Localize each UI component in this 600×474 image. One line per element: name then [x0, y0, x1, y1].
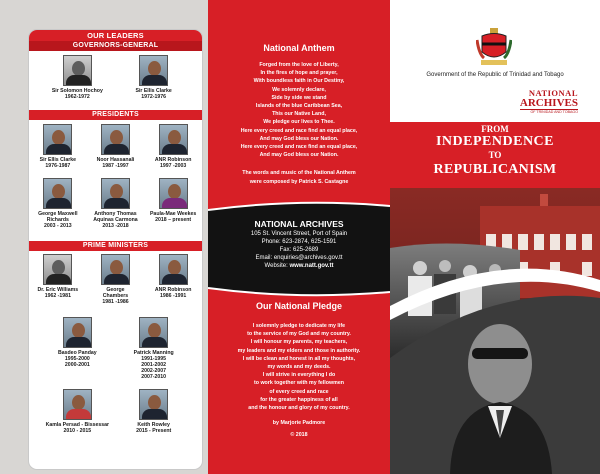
- leader-years: 1962 -1981: [44, 293, 71, 299]
- leader-name: Dr. Eric Williams: [37, 287, 79, 293]
- leader-portrait: [49, 55, 105, 100]
- pm-row-2: [29, 317, 202, 380]
- contact-info: [208, 219, 390, 270]
- portrait-photo: [139, 317, 168, 348]
- portrait-photo: [159, 254, 188, 285]
- anthem-line: We pledge our lives to Thee.: [263, 119, 335, 126]
- anthem-line: We solemnly declare,: [272, 86, 326, 93]
- title-to: TO: [488, 150, 502, 160]
- pledge-line: my words and my deeds.: [267, 364, 331, 371]
- leader-name: George Maxwell Richards: [38, 211, 78, 223]
- anthem-line: This our Native Land,: [272, 111, 326, 118]
- leader-years: 2015 - Present: [136, 428, 172, 434]
- pledge-author: by Marjorie Padmore: [272, 420, 326, 427]
- contact-website: [208, 262, 390, 270]
- leader-years: 1995-2000 2000-2001: [64, 356, 90, 368]
- pm-row-1: [29, 254, 202, 305]
- leader-years: 1981 -1986: [102, 299, 129, 305]
- contact-fax: Fax: 625-2689: [279, 247, 319, 253]
- anthem-line: And may God bless our Nation.: [259, 135, 339, 142]
- governors-general-heading: GOVERNORS-GENERAL: [29, 41, 202, 51]
- leader-name: Keith Rowley: [137, 422, 170, 428]
- leader-years: 1997 -2003: [160, 163, 187, 169]
- leader-name: Patrick Manning: [133, 350, 174, 356]
- anthem-credit: were composed by Patrick S. Castagne: [249, 178, 349, 185]
- governors-row: [29, 55, 202, 100]
- pm-row-3: [29, 389, 202, 434]
- presidents-row-1: [29, 124, 202, 169]
- leader-name: Noor Hassanali: [96, 157, 135, 163]
- portrait-photo: [159, 124, 188, 155]
- anthem-lyrics: [208, 61, 390, 186]
- presidents-row-2: [29, 178, 202, 229]
- leader-portrait: [30, 124, 86, 169]
- leader-portrait: [87, 178, 143, 229]
- contact-email[interactable]: Email: enquiries@archives.gov.tt: [255, 255, 343, 261]
- leader-portrait: [145, 124, 201, 169]
- logo-line-1: NATIONAL: [528, 88, 578, 98]
- leader-portrait: [49, 317, 105, 380]
- portrait-photo: [63, 389, 92, 420]
- presidents-heading: PRESIDENTS: [29, 110, 202, 120]
- portrait-photo: [159, 178, 188, 209]
- website-label: Website:: [264, 263, 290, 269]
- anthem-title: National Anthem: [263, 43, 335, 53]
- anthem-line: Here every creed and race find an equal place,: [240, 144, 358, 151]
- leaders-card: [28, 29, 203, 470]
- copyright: © 2018: [290, 432, 308, 439]
- leader-years: 1972-1976: [141, 94, 167, 100]
- prime-ministers-heading: PRIME MINISTERS: [29, 241, 202, 251]
- title-republicanism: REPUBLICANISM: [433, 162, 557, 177]
- leader-years: 2003 - 2013: [43, 223, 72, 229]
- pledge-text: [208, 322, 390, 440]
- leader-portrait: [145, 254, 201, 305]
- leader-name: Sir Solomon Hochoy: [51, 88, 103, 94]
- leader-years: 1962-1972: [64, 94, 90, 100]
- leader-name: Sir Ellis Clarke: [39, 157, 76, 163]
- portrait-photo: [139, 55, 168, 86]
- anthem-pledge-panel: [208, 0, 390, 474]
- leader-years: 1976-1987: [45, 163, 71, 169]
- government-caption: Government of the Republic of Trinidad and Tobago: [426, 72, 564, 78]
- leader-name: ANR Robinson: [154, 157, 192, 163]
- leader-years: 2010 - 2015: [63, 428, 92, 434]
- pledge-line: my leaders and my elders and those in authority.: [237, 347, 361, 354]
- leader-name: Sir Ellis Clarke: [135, 88, 172, 94]
- pledge-line: I will honour my parents, my teachers,: [250, 339, 348, 346]
- portrait-photo: [43, 254, 72, 285]
- pledge-line: and the honour and glory of my country.: [248, 405, 350, 412]
- pledge-title: Our National Pledge: [255, 301, 342, 311]
- our-leaders-heading: OUR LEADERS: [29, 30, 202, 41]
- pledge-line: to the service of my God and my country.: [247, 331, 351, 338]
- portrait-photo: [63, 317, 92, 348]
- leader-portrait: [145, 178, 201, 229]
- anthem-line: With boundless faith in Our Destiny,: [253, 78, 345, 85]
- pledge-line: I solemnly pledge to dedicate my life: [252, 323, 346, 329]
- pledge-line: I will be clean and honest in all my thoughts,: [242, 355, 356, 362]
- contact-address: 105 St. Vincent Street, Port of Spain: [250, 231, 348, 237]
- coat-of-arms-icon: [476, 28, 512, 68]
- pledge-line: of every creed and race: [269, 388, 329, 395]
- anthem-line: Here every creed and race find an equal place,: [240, 127, 358, 134]
- anthem-line: And may God bless our Nation.: [259, 152, 339, 159]
- leader-portrait: [126, 55, 182, 100]
- portrait-photo: [101, 178, 130, 209]
- logo-line-2: ARCHIVES: [519, 97, 578, 109]
- leader-portrait: [45, 389, 110, 434]
- leader-years: 1987 -1997: [102, 163, 129, 169]
- national-archives-logo: [520, 88, 578, 114]
- leader-years: 1991-1995 2001-2002 2002-2007 2007-2010: [141, 356, 167, 380]
- leader-name: Basdeo Panday: [58, 350, 97, 356]
- contact-phone: Phone: 623-2874, 625-1591: [261, 239, 337, 245]
- cover-panel: [390, 0, 600, 474]
- anthem-credit: The words and music of the National Anthem: [242, 170, 356, 177]
- portrait-photo: [139, 389, 168, 420]
- historic-photo-collage: [390, 188, 600, 474]
- leader-years: 2013 -2018: [102, 223, 129, 229]
- logo-line-3: OF TRINIDAD AND TOBAGO: [520, 109, 578, 114]
- anthem-line: In the fires of hope and prayer,: [260, 70, 338, 77]
- leader-portrait: [87, 124, 143, 169]
- leader-portrait: [30, 178, 86, 229]
- leader-name: Anthony Thomas Aquinas Carmona: [93, 211, 138, 223]
- portrait-photo: [63, 55, 92, 86]
- title-independence: INDEPENDENCE: [435, 134, 554, 149]
- contact-title: NATIONAL ARCHIVES: [254, 219, 344, 229]
- leader-name: George Chambers: [102, 287, 129, 299]
- anthem-line: Forged from the love of Liberty,: [259, 62, 339, 68]
- website-link[interactable]: www.natt.gov.tt: [289, 263, 334, 269]
- portrait-photo: [43, 124, 72, 155]
- leader-portrait: [126, 317, 182, 380]
- leader-years: 1986 -1991: [160, 293, 187, 299]
- leader-portrait: [126, 389, 182, 434]
- portrait-photo: [101, 254, 130, 285]
- leader-name: Kamla Persad - Bissessar: [45, 422, 110, 428]
- pledge-line: for the greater happiness of all: [260, 396, 338, 403]
- pledge-line: to work together with my fellowmen: [253, 380, 345, 387]
- title-from: FROM: [481, 124, 509, 134]
- portrait-photo: [101, 124, 130, 155]
- leader-name: Paula-Mae Weekes: [149, 211, 197, 217]
- leader-portrait: [30, 254, 86, 305]
- portrait-photo: [43, 178, 72, 209]
- pledge-line: I will strive in everything I do: [262, 372, 336, 379]
- leader-years: 2018 – present: [155, 217, 192, 223]
- leader-portrait: [87, 254, 143, 305]
- leader-name: ANR Robinson: [154, 287, 192, 293]
- anthem-line: Side by side we stand: [271, 94, 327, 101]
- leaders-panel: [0, 0, 208, 474]
- anthem-line: Islands of the blue Caribbean Sea,: [255, 103, 343, 110]
